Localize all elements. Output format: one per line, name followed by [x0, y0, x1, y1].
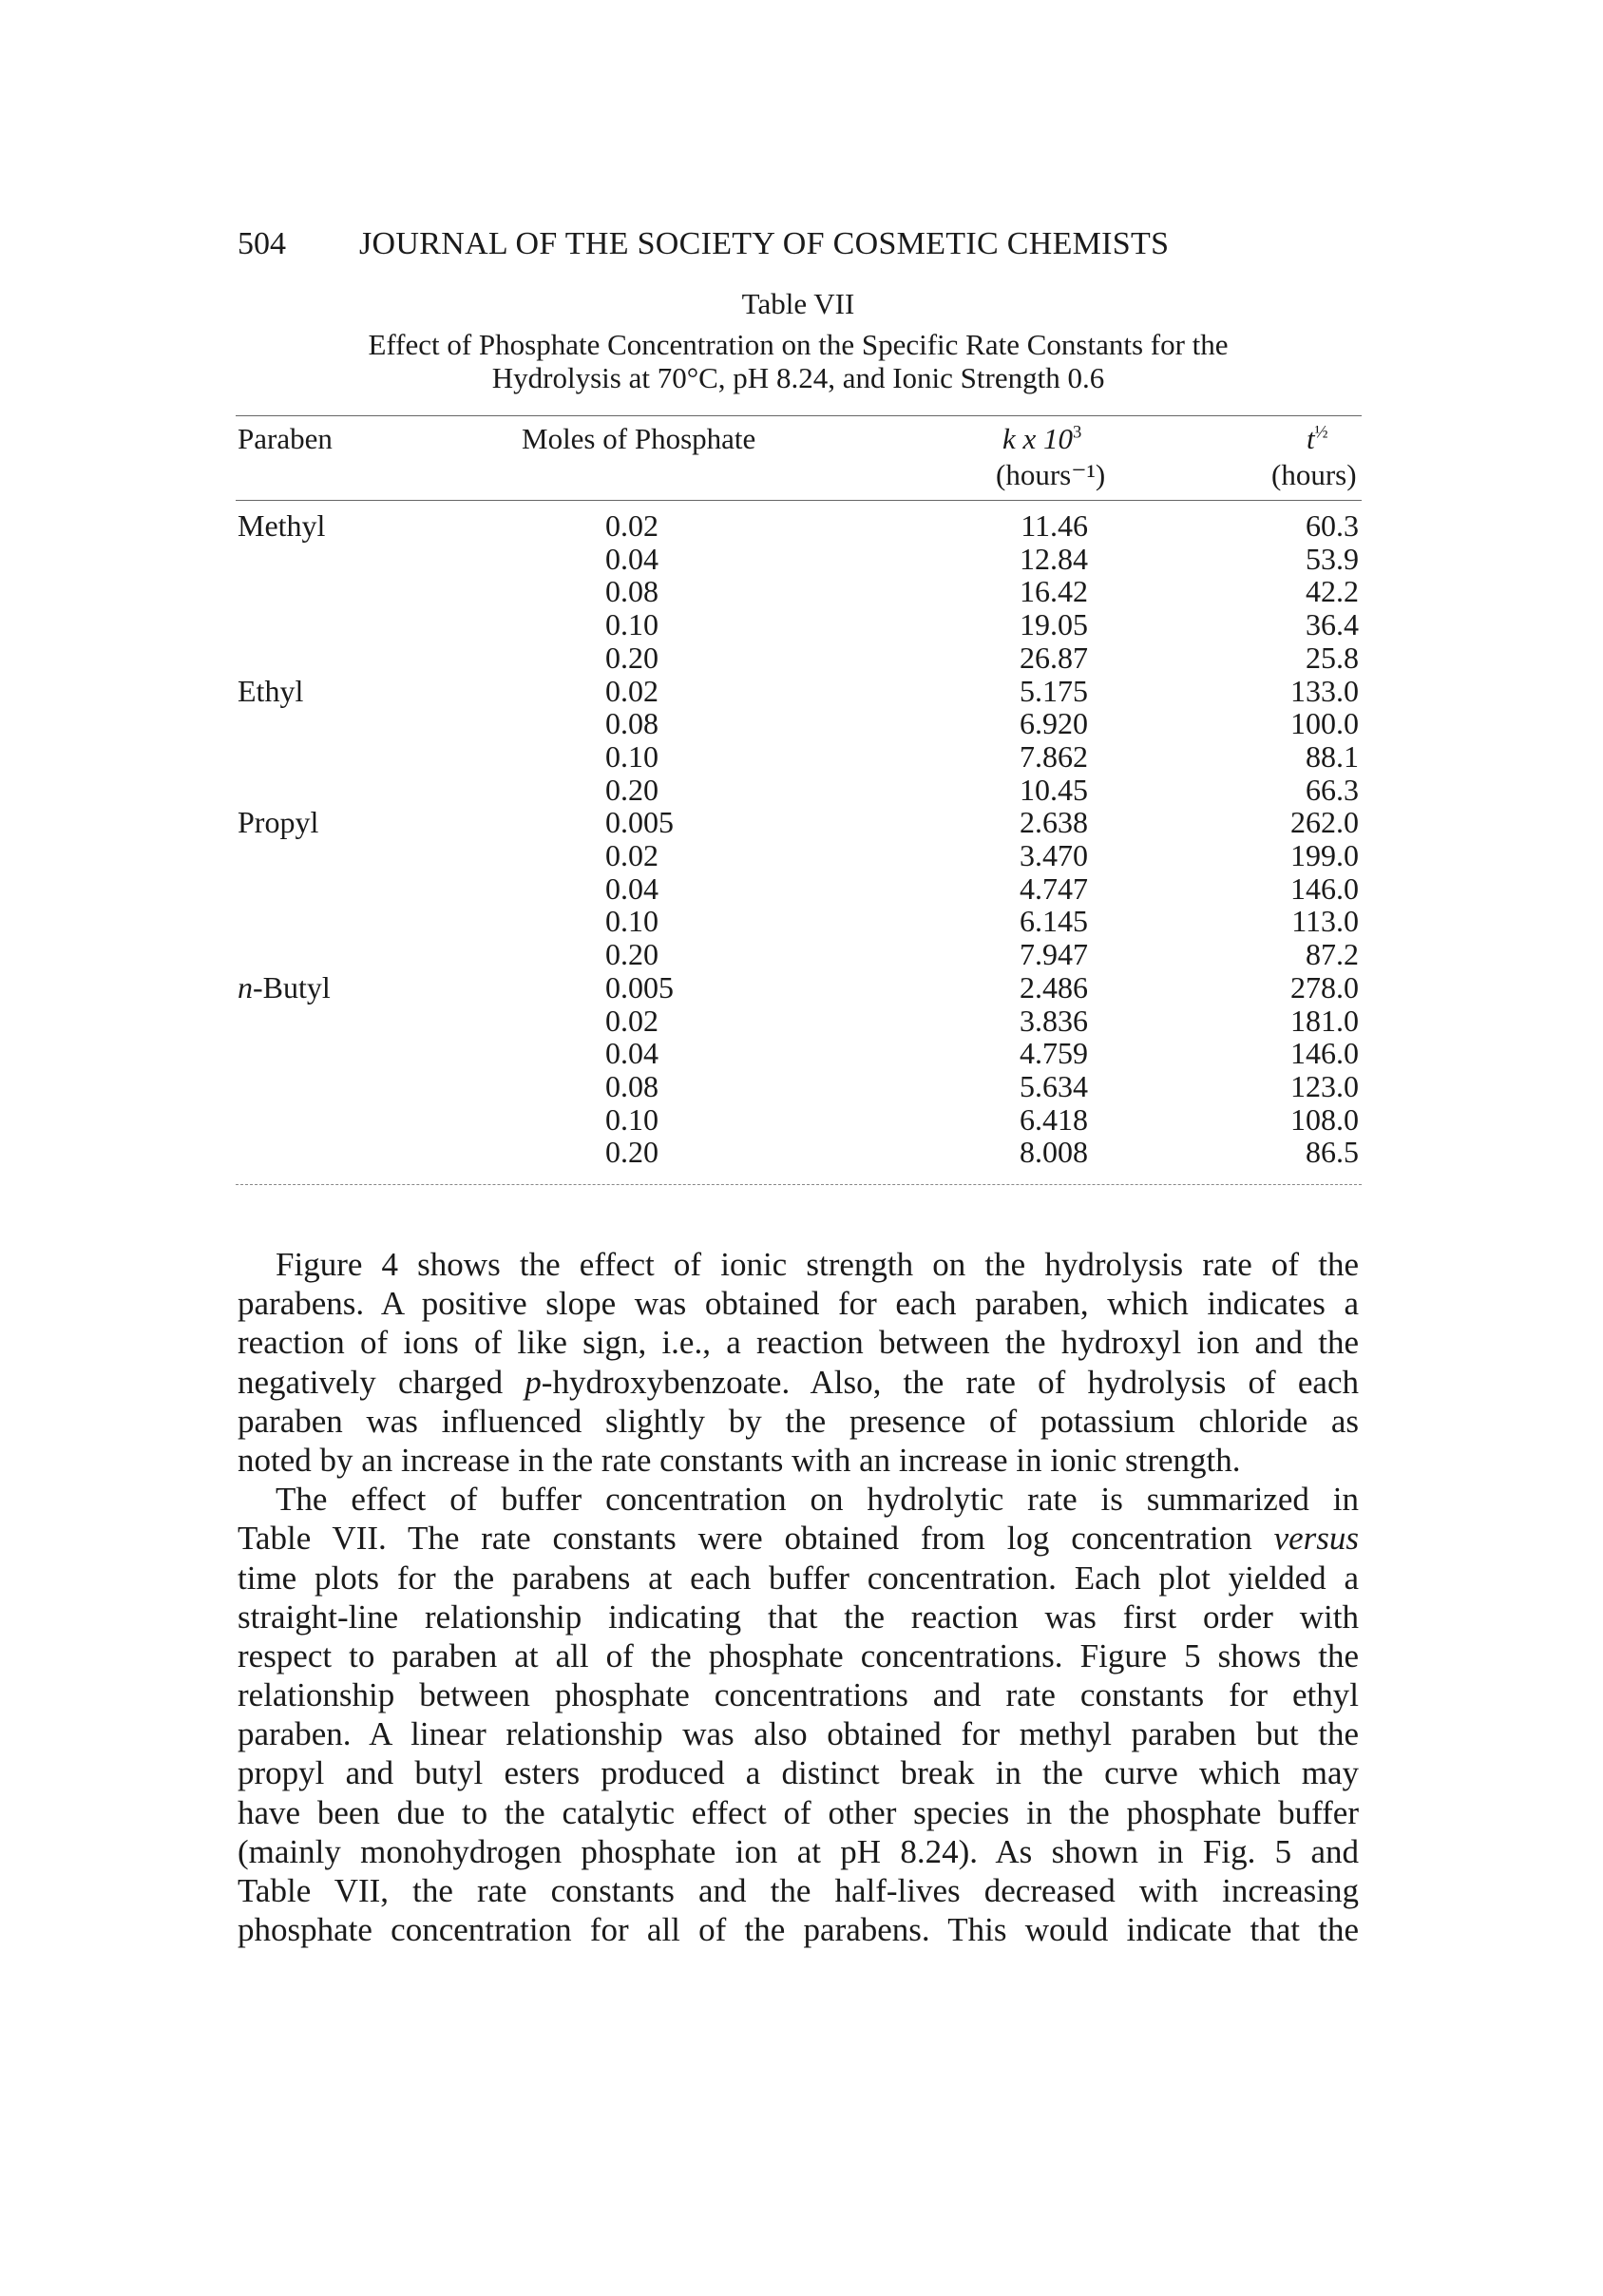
table-row: [0, 508, 1603, 542]
table-bottom-rule: [236, 1184, 1362, 1185]
cell-moles: 0.02: [605, 673, 658, 708]
page-number: 504: [238, 226, 286, 261]
text-segment: phosphate concentration for all of the parabens. This would indicate that the: [238, 1911, 1359, 1949]
cell-k: 4.759: [1020, 1036, 1088, 1071]
cell-moles: 0.02: [605, 838, 658, 872]
cell-paraben: Methyl: [238, 508, 326, 543]
text-line: [238, 1675, 1359, 1714]
table-row: [0, 871, 1603, 905]
text-line: [238, 1363, 1359, 1402]
header-paraben: Paraben: [238, 422, 333, 455]
table-row: [0, 1135, 1603, 1168]
cell-t-half: 42.2: [1306, 574, 1359, 609]
text-line: [238, 1714, 1359, 1753]
text-segment: reaction of ions of like sign, i.e., a reaction between the hydroxyl ion and the: [238, 1324, 1359, 1362]
cell-moles: 0.005: [605, 805, 674, 840]
cell-k: 2.638: [1020, 805, 1088, 840]
cell-k: 3.836: [1020, 1003, 1088, 1038]
cell-moles: 0.20: [605, 640, 658, 675]
text-line: [238, 1559, 1359, 1598]
text-segment: negatively charged: [238, 1363, 525, 1401]
italic-text: p: [525, 1363, 542, 1401]
cell-k: 10.45: [1020, 772, 1088, 807]
text-line: [238, 1753, 1359, 1792]
table-row: [0, 904, 1603, 937]
table-row: [0, 641, 1603, 674]
table-row: [0, 773, 1603, 806]
text-line: [238, 1793, 1359, 1832]
running-head: JOURNAL OF THE SOCIETY OF COSMETIC CHEMISTS: [359, 226, 1170, 261]
cell-moles: 0.005: [605, 969, 674, 1004]
text-segment: The effect of buffer concentration on hydrolytic rate is summarized in: [276, 1481, 1359, 1519]
cell-k: 26.87: [1020, 640, 1088, 675]
table-header-rule: [236, 500, 1362, 501]
table-row: [0, 805, 1603, 838]
cell-k: 6.920: [1020, 706, 1088, 741]
cell-t-half: 133.0: [1290, 673, 1359, 708]
table-row: [0, 1102, 1603, 1136]
cell-moles: 0.20: [605, 772, 658, 807]
text-segment: respect to paraben at all of the phosphate concentrations. Figure 5 shows the: [238, 1636, 1359, 1674]
text-segment: have been due to the catalytic effect of other species in the phosphate buffer: [238, 1793, 1359, 1831]
text-line: [238, 1323, 1359, 1362]
cell-moles: 0.10: [605, 607, 658, 642]
cell-moles: 0.08: [605, 574, 658, 609]
cell-t-half: 86.5: [1306, 1135, 1359, 1170]
table-row: [0, 970, 1603, 1004]
cell-t-half: 146.0: [1290, 1036, 1359, 1071]
cell-moles: 0.02: [605, 1003, 658, 1038]
table-row: [0, 1036, 1603, 1069]
cell-t-half: 181.0: [1290, 1003, 1359, 1038]
table-caption-line-1: Effect of Phosphate Concentration on the Specific Rate Constants for the: [368, 328, 1229, 361]
text-segment: propyl and butyl esters produced a distinct break in the curve which may: [238, 1754, 1359, 1792]
text-segment: parabens. A positive slope was obtained for each paraben, which indicates a: [238, 1285, 1359, 1323]
text-segment: paraben was influenced slightly by the presence of potassium chloride as: [238, 1402, 1359, 1440]
text-line: [238, 1480, 1359, 1519]
cell-k: 4.747: [1020, 871, 1088, 906]
text-segment: noted by an increase in the rate constants with an increase in ionic strength.: [238, 1441, 1241, 1479]
cell-k: 8.008: [1020, 1135, 1088, 1170]
italic-text: versus: [1273, 1520, 1359, 1558]
text-line: [238, 1402, 1359, 1441]
cell-moles: 0.04: [605, 871, 658, 906]
cell-t-half: 87.2: [1306, 937, 1359, 972]
text-segment: (mainly monohydrogen phosphate ion at pH 8.24). As shown in Fig. 5 and: [238, 1832, 1359, 1870]
body-paragraphs: [238, 1245, 1359, 1949]
header-t-half: [1307, 422, 1328, 456]
table-caption-line-2: Hydrolysis at 70°C, pH 8.24, and Ionic Strength 0.6: [491, 361, 1105, 394]
cell-moles: 0.10: [605, 904, 658, 939]
cell-k: 19.05: [1020, 607, 1088, 642]
header-k-text: k x 10: [1002, 422, 1074, 455]
cell-moles: 0.20: [605, 937, 658, 972]
cell-k: 6.418: [1020, 1101, 1088, 1137]
header-k-exponent: 3: [1073, 422, 1082, 443]
cell-t-half: 25.8: [1306, 640, 1359, 675]
table-row: [0, 706, 1603, 739]
cell-t-half: 53.9: [1306, 541, 1359, 576]
cell-k: 5.634: [1020, 1068, 1088, 1103]
cell-moles: 0.20: [605, 1135, 658, 1170]
cell-t-half: 278.0: [1290, 969, 1359, 1004]
text-line: [238, 1832, 1359, 1871]
cell-t-half: 60.3: [1306, 508, 1359, 543]
header-k-unit: (hours⁻¹): [996, 458, 1106, 491]
header-moles: Moles of Phosphate: [522, 422, 756, 455]
header-k: [1002, 422, 1081, 456]
text-segment: Figure 4 shows the effect of ionic strength on the hydrolysis rate of the: [276, 1246, 1359, 1283]
header-t-unit: (hours): [1271, 458, 1357, 491]
cell-k: 5.175: [1020, 673, 1088, 708]
table-row: [0, 574, 1603, 607]
table-row: [0, 937, 1603, 970]
cell-k: 3.470: [1020, 838, 1088, 872]
cell-t-half: 199.0: [1290, 838, 1359, 872]
text-line: [238, 1284, 1359, 1323]
cell-moles: 0.08: [605, 1068, 658, 1103]
text-segment: paraben. A linear relationship was also obtained for methyl paraben but the: [238, 1715, 1359, 1753]
cell-t-half: 100.0: [1290, 706, 1359, 741]
cell-k: 7.862: [1020, 738, 1088, 774]
text-line: [238, 1910, 1359, 1949]
cell-t-half: 88.1: [1306, 738, 1359, 774]
text-segment: Table VII, the rate constants and the half-lives decreased with increasing: [238, 1872, 1359, 1909]
text-segment: Table VII. The rate constants were obtained from log concentration: [238, 1520, 1274, 1558]
cell-t-half: 146.0: [1290, 871, 1359, 906]
table-row: [0, 674, 1603, 707]
cell-t-half: 113.0: [1291, 904, 1359, 939]
table-row: [0, 1004, 1603, 1037]
table-row: [0, 1069, 1603, 1102]
text-segment: -hydroxybenzoate. Also, the rate of hydrolysis of each: [541, 1363, 1359, 1401]
text-segment: relationship between phosphate concentrations and rate constants for ethyl: [238, 1676, 1359, 1714]
header-t-text: t: [1307, 422, 1315, 455]
cell-moles: 0.04: [605, 541, 658, 576]
header-t-sup: ½: [1314, 422, 1328, 443]
cell-t-half: 36.4: [1306, 607, 1359, 642]
cell-t-half: 66.3: [1306, 772, 1359, 807]
text-line: [238, 1245, 1359, 1284]
text-line: [238, 1519, 1359, 1558]
cell-moles: 0.10: [605, 738, 658, 774]
cell-t-half: 262.0: [1290, 805, 1359, 840]
cell-paraben: Propyl: [238, 805, 319, 840]
text-segment: time plots for the parabens at each buffer concentration. Each plot yielded a: [238, 1559, 1359, 1597]
table-title: Table VII: [741, 287, 855, 320]
table-row: [0, 838, 1603, 871]
cell-k: 6.145: [1020, 904, 1088, 939]
cell-t-half: 108.0: [1290, 1101, 1359, 1137]
table-row: [0, 542, 1603, 575]
cell-moles: 0.08: [605, 706, 658, 741]
italic-prefix: n: [238, 969, 253, 1004]
cell-k: 7.947: [1020, 937, 1088, 972]
cell-k: 16.42: [1020, 574, 1088, 609]
cell-k: 11.46: [1021, 508, 1088, 543]
cell-moles: 0.02: [605, 508, 658, 543]
table-row: [0, 739, 1603, 773]
cell-paraben: n-Butyl: [238, 969, 331, 1004]
cell-k: 12.84: [1020, 541, 1088, 576]
cell-k: 2.486: [1020, 969, 1088, 1004]
table-row: [0, 607, 1603, 641]
cell-t-half: 123.0: [1290, 1068, 1359, 1103]
table-top-rule: [236, 415, 1362, 416]
text-line: [238, 1598, 1359, 1636]
text-line: [238, 1636, 1359, 1675]
text-segment: straight-line relationship indicating that the reaction was first order with: [238, 1598, 1359, 1636]
cell-moles: 0.04: [605, 1036, 658, 1071]
text-line: [238, 1441, 1359, 1480]
cell-paraben: Ethyl: [238, 673, 304, 708]
text-line: [238, 1871, 1359, 1910]
cell-moles: 0.10: [605, 1101, 658, 1137]
